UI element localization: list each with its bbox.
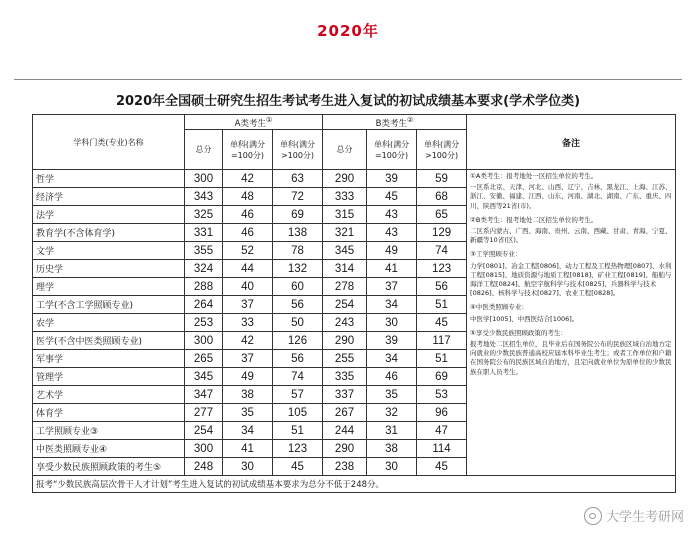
score-cell: 37 [223, 350, 273, 368]
subject-cell: 哲学 [33, 170, 185, 188]
note-line: ③工学照顾专业： [470, 250, 522, 259]
subject-cell: 艺术学 [33, 386, 185, 404]
score-cell: 35 [223, 404, 273, 422]
score-cell: 46 [223, 206, 273, 224]
table-row [33, 170, 676, 188]
subject-cell: 工学(不含工学照顾专业) [33, 296, 185, 314]
subject-cell: 法学 [33, 206, 185, 224]
score-cell: 314 [323, 260, 367, 278]
score-cell: 45 [417, 314, 467, 332]
score-cell: 42 [223, 170, 273, 188]
score-cell: 41 [367, 260, 417, 278]
score-table-wrapper [32, 114, 675, 493]
score-cell: 56 [273, 350, 323, 368]
score-cell: 63 [273, 170, 323, 188]
score-cell: 265 [185, 350, 223, 368]
score-cell: 123 [273, 440, 323, 458]
subject-cell: 理学 [33, 278, 185, 296]
score-table [32, 114, 676, 493]
score-cell: 321 [323, 224, 367, 242]
score-cell: 46 [223, 224, 273, 242]
score-cell: 34 [367, 350, 417, 368]
doc-title: 2020年全国硕士研究生招生考试考生进入复试的初试成绩基本要求(学术学位类) [115, 94, 581, 109]
score-cell: 117 [417, 332, 467, 350]
score-cell: 43 [367, 206, 417, 224]
score-cell: 315 [323, 206, 367, 224]
header-a-total: 总分 [185, 130, 223, 170]
score-cell: 45 [417, 458, 467, 476]
score-cell: 51 [417, 296, 467, 314]
score-cell: 347 [185, 386, 223, 404]
score-cell: 45 [367, 188, 417, 206]
subject-cell: 军事学 [33, 350, 185, 368]
score-cell: 39 [367, 332, 417, 350]
score-cell: 74 [273, 368, 323, 386]
subject-cell: 教育学(不含体育学) [33, 224, 185, 242]
table-footer-note: 报考“少数民族高层次骨干人才计划”考生进入复试的初试成绩基本要求为总分不低于248分。 [33, 476, 676, 493]
score-cell: 44 [223, 260, 273, 278]
score-cell: 290 [323, 440, 367, 458]
score-cell: 52 [223, 242, 273, 260]
note-line: ⑤享受少数民族照顾政策的考生： [470, 328, 567, 337]
header-b-total: 总分 [323, 130, 367, 170]
score-cell: 59 [417, 170, 467, 188]
score-cell: 39 [367, 170, 417, 188]
score-cell: 30 [367, 314, 417, 332]
score-cell: 38 [367, 440, 417, 458]
score-cell: 47 [417, 422, 467, 440]
score-cell: 48 [223, 188, 273, 206]
notes-cell [467, 170, 676, 476]
score-cell: 254 [185, 422, 223, 440]
score-cell: 300 [185, 170, 223, 188]
score-cell: 343 [185, 188, 223, 206]
score-cell: 331 [185, 224, 223, 242]
score-cell: 43 [367, 224, 417, 242]
score-cell: 267 [323, 404, 367, 422]
score-cell: 78 [273, 242, 323, 260]
score-cell: 30 [223, 458, 273, 476]
score-cell: 335 [323, 368, 367, 386]
subject-cell: 历史学 [33, 260, 185, 278]
score-cell: 38 [223, 386, 273, 404]
header-b-single-gt100: 单科(满分>100分) [417, 130, 467, 170]
subject-cell: 工学照顾专业③ [33, 422, 185, 440]
score-cell: 288 [185, 278, 223, 296]
score-cell: 49 [223, 368, 273, 386]
score-cell: 40 [223, 278, 273, 296]
score-cell: 238 [323, 458, 367, 476]
score-cell: 69 [417, 368, 467, 386]
watermark [584, 506, 684, 525]
score-cell: 51 [417, 350, 467, 368]
score-cell: 255 [323, 350, 367, 368]
score-cell: 345 [323, 242, 367, 260]
subject-cell: 医学(不含中医类照顾专业) [33, 332, 185, 350]
score-cell: 31 [367, 422, 417, 440]
subject-cell: 管理学 [33, 368, 185, 386]
score-cell: 325 [185, 206, 223, 224]
score-cell: 114 [417, 440, 467, 458]
score-cell: 264 [185, 296, 223, 314]
subject-cell: 经济学 [33, 188, 185, 206]
score-cell: 126 [273, 332, 323, 350]
score-cell: 46 [367, 368, 417, 386]
score-cell: 300 [185, 332, 223, 350]
score-document [14, 79, 682, 530]
score-cell: 45 [273, 458, 323, 476]
score-cell: 132 [273, 260, 323, 278]
note-line: 力学[0801]、冶金工程[0806]、动力工程及工程热物理[0807]、水利工程[0815]、地质资源与地质工程[0818]、矿业工程[0819]、船舶与海洋工程[0824]、航空宇航科学与技术[0825]、兵器科学与技术[0826]、核科学与技术[0827]、农业工程[0828]。 [470, 261, 672, 298]
score-cell: 277 [185, 404, 223, 422]
score-cell: 37 [223, 296, 273, 314]
note-line: ②B类考生：报考地处二区招生单位的考生。 [470, 215, 598, 224]
score-cell: 253 [185, 314, 223, 332]
score-cell: 37 [367, 278, 417, 296]
page-title: 2020年 [317, 22, 379, 40]
score-cell: 74 [417, 242, 467, 260]
subject-cell: 农学 [33, 314, 185, 332]
score-cell: 56 [417, 278, 467, 296]
header-group-a: A类考生① [185, 115, 323, 130]
score-cell: 42 [223, 332, 273, 350]
note-line: ①A类考生：报考地处一区招生单位的考生。 [470, 172, 598, 180]
subject-cell: 体育学 [33, 404, 185, 422]
score-cell: 60 [273, 278, 323, 296]
score-cell: 129 [417, 224, 467, 242]
wechat-icon [584, 507, 602, 525]
score-cell: 337 [323, 386, 367, 404]
score-cell: 300 [185, 440, 223, 458]
score-cell: 105 [273, 404, 323, 422]
score-cell: 345 [185, 368, 223, 386]
score-cell: 68 [417, 188, 467, 206]
score-cell: 254 [323, 296, 367, 314]
score-cell: 50 [273, 314, 323, 332]
score-cell: 51 [273, 422, 323, 440]
score-cell: 32 [367, 404, 417, 422]
subject-cell: 文学 [33, 242, 185, 260]
score-cell: 56 [273, 296, 323, 314]
score-cell: 72 [273, 188, 323, 206]
score-cell: 278 [323, 278, 367, 296]
header-a-single-100: 单科(满分=100分) [223, 130, 273, 170]
score-cell: 65 [417, 206, 467, 224]
score-cell: 53 [417, 386, 467, 404]
note-line: 报考地处二区招生单位，且毕业后在国务院公布的民族区域自治地方定向就业的少数民族普通高校应届本科毕业生考生；或者工作单位和户籍在国务院公布的民族区域自治地方，且定向就业单位为原单位的少数民族在职人员考生。 [470, 340, 672, 376]
score-cell: 355 [185, 242, 223, 260]
table-body [33, 170, 676, 476]
subject-cell: 享受少数民族照顾政策的考生⑤ [33, 458, 185, 476]
score-cell: 41 [223, 440, 273, 458]
score-cell: 35 [367, 386, 417, 404]
score-cell: 324 [185, 260, 223, 278]
score-cell: 243 [323, 314, 367, 332]
score-cell: 290 [323, 170, 367, 188]
score-cell: 290 [323, 332, 367, 350]
score-cell: 30 [367, 458, 417, 476]
note-line: 一区系北京、天津、河北、山西、辽宁、吉林、黑龙江、上海、江苏、浙江、安徽、福建、江西、山东、河南、湖北、湖南、广东、重庆、四川、陕西等21省(市)。 [470, 183, 672, 210]
score-cell: 69 [273, 206, 323, 224]
header-group-b: B类考生② [323, 115, 467, 130]
score-cell: 96 [417, 404, 467, 422]
score-cell: 244 [323, 422, 367, 440]
note-line: 二区系内蒙古、广西、海南、贵州、云南、西藏、甘肃、青海、宁夏、新疆等10省(区)。 [470, 227, 672, 245]
score-cell: 34 [223, 422, 273, 440]
score-cell: 49 [367, 242, 417, 260]
score-cell: 123 [417, 260, 467, 278]
score-cell: 33 [223, 314, 273, 332]
score-cell: 138 [273, 224, 323, 242]
note-line: ④中医类照顾专业： [470, 303, 528, 312]
watermark-text: 大学生考研网 [605, 510, 684, 525]
score-cell: 248 [185, 458, 223, 476]
header-notes: 备注 [467, 115, 676, 170]
header-b-single-100: 单科(满分=100分) [367, 130, 417, 170]
subject-cell: 中医类照顾专业④ [33, 440, 185, 458]
header-a-single-gt100: 单科(满分>100分) [273, 130, 323, 170]
note-line: 中医学[1005]、中西医结合[1006]。 [470, 314, 579, 323]
score-cell: 57 [273, 386, 323, 404]
header-subject: 学科门类(专业)名称 [33, 115, 185, 170]
score-cell: 34 [367, 296, 417, 314]
score-cell: 333 [323, 188, 367, 206]
